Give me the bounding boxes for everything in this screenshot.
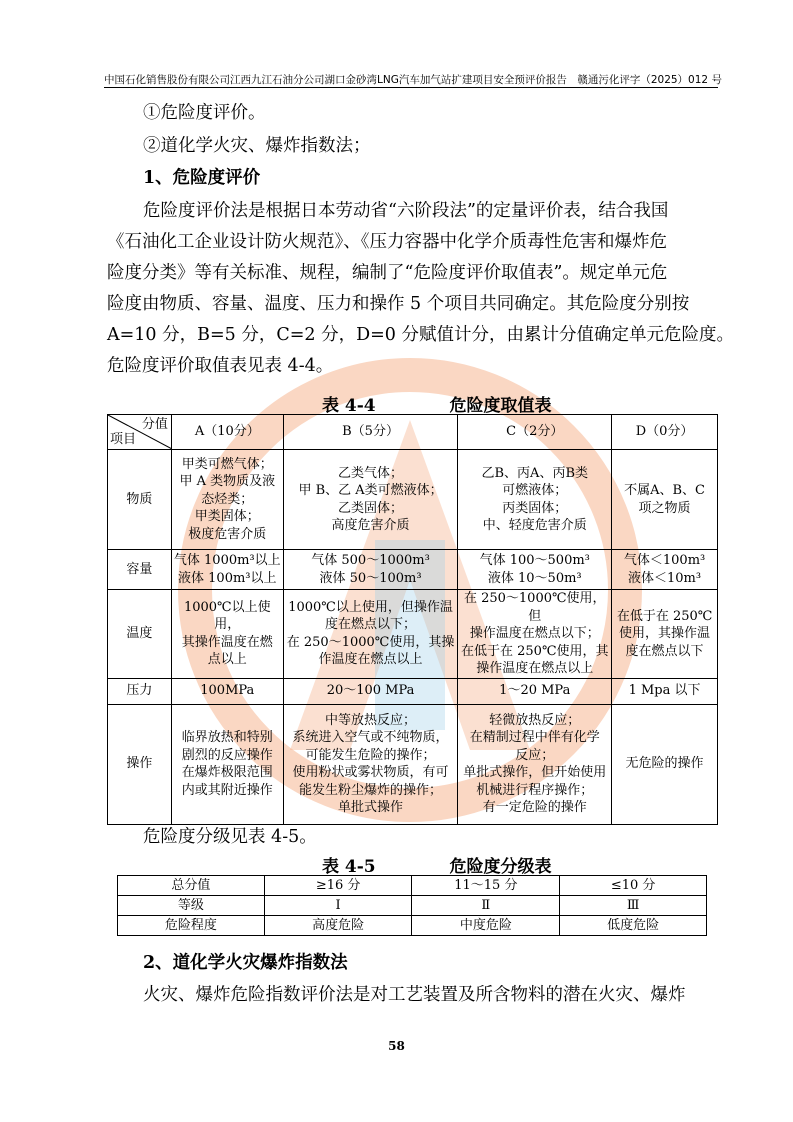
table-cell	[171, 450, 283, 550]
table-row-capacity	[108, 550, 718, 590]
table-cell	[283, 590, 458, 679]
running-header: 中国石化销售股份有限公司江西九江石油分公司湖口金砂湾LNG汽车加气站扩建项目安全预评价报告 赣通污化评字（2025）012 号	[104, 74, 722, 86]
table-cell: 高度危险	[264, 916, 412, 936]
cell-line: 1000℃以上使用，但操作温	[288, 599, 453, 615]
paragraph-danger-evaluation	[107, 196, 734, 382]
cell-line: 操作温度在燃点以下；	[469, 626, 600, 641]
list-item-2: ②道化学火灾、爆炸指数法；	[143, 136, 371, 156]
table-row	[118, 916, 707, 936]
caption-number: 表 4-4	[322, 396, 376, 416]
header-rule	[104, 87, 718, 88]
table-cell: 1～20 MPa	[458, 678, 612, 704]
table-cell	[171, 590, 283, 679]
cell-line: 气体 1000m³以上	[173, 553, 281, 568]
table-cell	[458, 450, 612, 550]
row-label: 压力	[108, 678, 172, 704]
table-cell: 11～15 分	[412, 876, 560, 896]
cell-line: 使用粉状或雾状物质，有可	[292, 765, 449, 780]
table-cell: Ⅰ	[264, 896, 412, 916]
table-cell: 无危险的操作	[612, 704, 718, 824]
table-cell	[612, 590, 718, 679]
table-cell: 100MPa	[171, 678, 283, 704]
header-cell: A（10分）	[171, 415, 283, 450]
cell-line: 甲 B、乙 A类可燃液体；	[298, 483, 443, 498]
cell-line: 度在燃点以下；	[325, 617, 417, 633]
cell-line: 使用，其操作温	[619, 626, 711, 641]
cell-line: 内或其附近操作	[181, 782, 273, 798]
cell-line: 乙B、丙A、丙B类	[481, 465, 588, 481]
page-number: 58	[388, 1039, 405, 1053]
cell-line: 作温度在燃点以上	[318, 652, 423, 668]
cell-line: 丙类固体；	[502, 500, 568, 516]
table-cell	[458, 704, 612, 824]
cell-line: 项之物质	[638, 500, 691, 516]
cell-line: 液体 50～100m³	[319, 570, 422, 586]
cell-line: 系统进入空气或不纯物质，	[292, 730, 449, 745]
header-cell: D（0分）	[612, 415, 718, 450]
table-cell: Ⅲ	[560, 896, 707, 916]
paragraph-see-table-4-5: 危险度分级见表 4-5。	[143, 827, 317, 847]
table-cell	[283, 704, 458, 824]
cell-line: 机械进行程序操作；	[476, 782, 594, 798]
paragraph-line: A=10 分，B=5 分，C=2 分，D=0 分赋值计分，由累计分值确定单元危险度。	[107, 325, 734, 345]
row-label: 温度	[108, 590, 172, 679]
table-cell	[612, 450, 718, 550]
cell-line: 甲类固体；	[194, 509, 260, 525]
table-cell	[458, 590, 612, 679]
table-4-4-caption	[322, 391, 551, 416]
row-label: 等级	[118, 896, 265, 916]
table-cell	[283, 550, 458, 590]
cell-line: 在 250～1000℃使用，但	[463, 591, 606, 624]
cell-line: 液体 10～50m³	[487, 570, 582, 586]
cell-line: 气体 100～500m³	[479, 553, 590, 568]
table-cell	[171, 550, 283, 590]
cell-line: 态烃类；	[201, 491, 254, 507]
cell-line: 乙类气体；	[338, 465, 404, 481]
cell-line: 液体＜10m³	[628, 570, 702, 586]
table-cell: 中度危险	[412, 916, 560, 936]
table-cell: Ⅱ	[412, 896, 560, 916]
caption-title: 危险度分级表	[449, 857, 552, 877]
table-cell: 20～100 MPa	[283, 678, 458, 704]
table-row-substance	[108, 450, 718, 550]
cell-line: 剧烈的反应操作	[181, 747, 273, 763]
paragraph-line: 险度由物质、容量、温度、压力和操作 5 个项目共同确定。其危险度分别按	[107, 294, 690, 314]
row-label: 容量	[108, 550, 172, 590]
cell-line: 不属A、B、C	[624, 483, 705, 498]
paragraph-fire-explosion-index: 火灾、爆炸危险指数评价法是对工艺装置及所含物料的潜在火灾、爆炸	[143, 985, 686, 1005]
list-item-1: ①危险度评价。	[143, 103, 266, 123]
table-cell	[171, 704, 283, 824]
cell-line: 甲类可燃气体；	[181, 456, 273, 472]
header-cell: C（2分）	[458, 415, 612, 450]
cell-line: 可燃液体；	[502, 483, 568, 498]
cell-line: 在低于在 250℃使用，其	[461, 643, 609, 659]
cell-line: 反应；	[515, 747, 555, 763]
table-row-operation	[108, 704, 718, 824]
caption-title: 危险度取值表	[449, 396, 552, 416]
paragraph-line: 险度分类》等有关标准、规程，编制了“危险度评价取值表”。规定单元危	[107, 263, 668, 283]
cell-line: 度在燃点以下	[625, 643, 704, 659]
table-cell: ≤10 分	[560, 876, 707, 896]
caption-number: 表 4-5	[322, 857, 376, 877]
row-label: 危险程度	[118, 916, 265, 936]
cell-line: 1000℃以上使用，	[183, 599, 271, 633]
row-label: 总分值	[118, 876, 265, 896]
cell-line: 能发生粉尘爆炸的操作；	[299, 782, 443, 798]
cell-line: 气体＜100m³	[623, 553, 706, 568]
cell-line: 极度危害介质	[188, 526, 267, 542]
table-row-temperature	[108, 590, 718, 679]
row-label: 物质	[108, 450, 172, 550]
cell-line: 甲 A 类物质及液	[179, 474, 276, 490]
cell-line: 气体 500～1000m³	[311, 553, 430, 568]
table-cell	[612, 550, 718, 590]
danger-grade-table	[117, 875, 707, 936]
cell-line: 有一定危险的操作	[482, 800, 587, 815]
table-cell: 低度危险	[560, 916, 707, 936]
table-cell	[458, 550, 612, 590]
cell-line: 中、轻度危害介质	[482, 518, 587, 533]
table-row	[118, 896, 707, 916]
cell-line: 单批式操作	[338, 800, 404, 815]
cell-line: 乙类固体；	[338, 500, 404, 516]
section-heading-1: 1、危险度评价	[143, 168, 261, 188]
table-4-5-caption	[322, 852, 551, 877]
table-header-row	[108, 415, 718, 450]
cell-line: 在低于在 250℃	[616, 608, 713, 624]
cell-line: 单批式操作，但开始使用	[463, 765, 607, 780]
corner-label-item: 项目	[110, 431, 137, 447]
cell-line: 在精制过程中伴有化学	[469, 730, 600, 745]
table-row	[118, 876, 707, 896]
table-cell: ≥16 分	[264, 876, 412, 896]
table-row-pressure	[108, 678, 718, 704]
cell-line: 点以上	[207, 652, 247, 668]
cell-line: 可能发生危险的操作；	[305, 747, 436, 763]
table-cell	[283, 450, 458, 550]
cell-line: 轻微放热反应；	[489, 712, 581, 728]
corner-label-score: 分值	[141, 417, 168, 432]
danger-score-table	[107, 414, 718, 825]
cell-line: 其操作温度在燃	[181, 634, 273, 650]
cell-line: 液体 100m³以上	[178, 570, 277, 586]
paragraph-line: 危险度评价法是根据日本劳动省“六阶段法”的定量评价表，结合我国	[143, 201, 669, 221]
cell-line: 操作温度在燃点以上	[476, 661, 594, 676]
cell-line: 高度危害介质	[331, 518, 410, 533]
cell-line: 临界放热和特别	[181, 730, 273, 745]
section-heading-2: 2、道化学火灾爆炸指数法	[143, 953, 348, 973]
cell-line: 中等放热反应；	[325, 712, 417, 728]
cell-line: 在爆炸极限范围	[181, 765, 273, 780]
paragraph-line: 《石油化工企业设计防火规范》、《压力容器中化学介质毒性危害和爆炸危	[107, 232, 667, 252]
corner-cell	[108, 415, 172, 450]
header-cell: B（5分）	[283, 415, 458, 450]
row-label: 操作	[108, 704, 172, 824]
cell-line: 在 250～1000℃使用，其操	[286, 634, 455, 650]
paragraph-line: 危险度评价取值表见表 4-4。	[107, 356, 334, 376]
table-cell: 1 Mpa 以下	[612, 678, 718, 704]
